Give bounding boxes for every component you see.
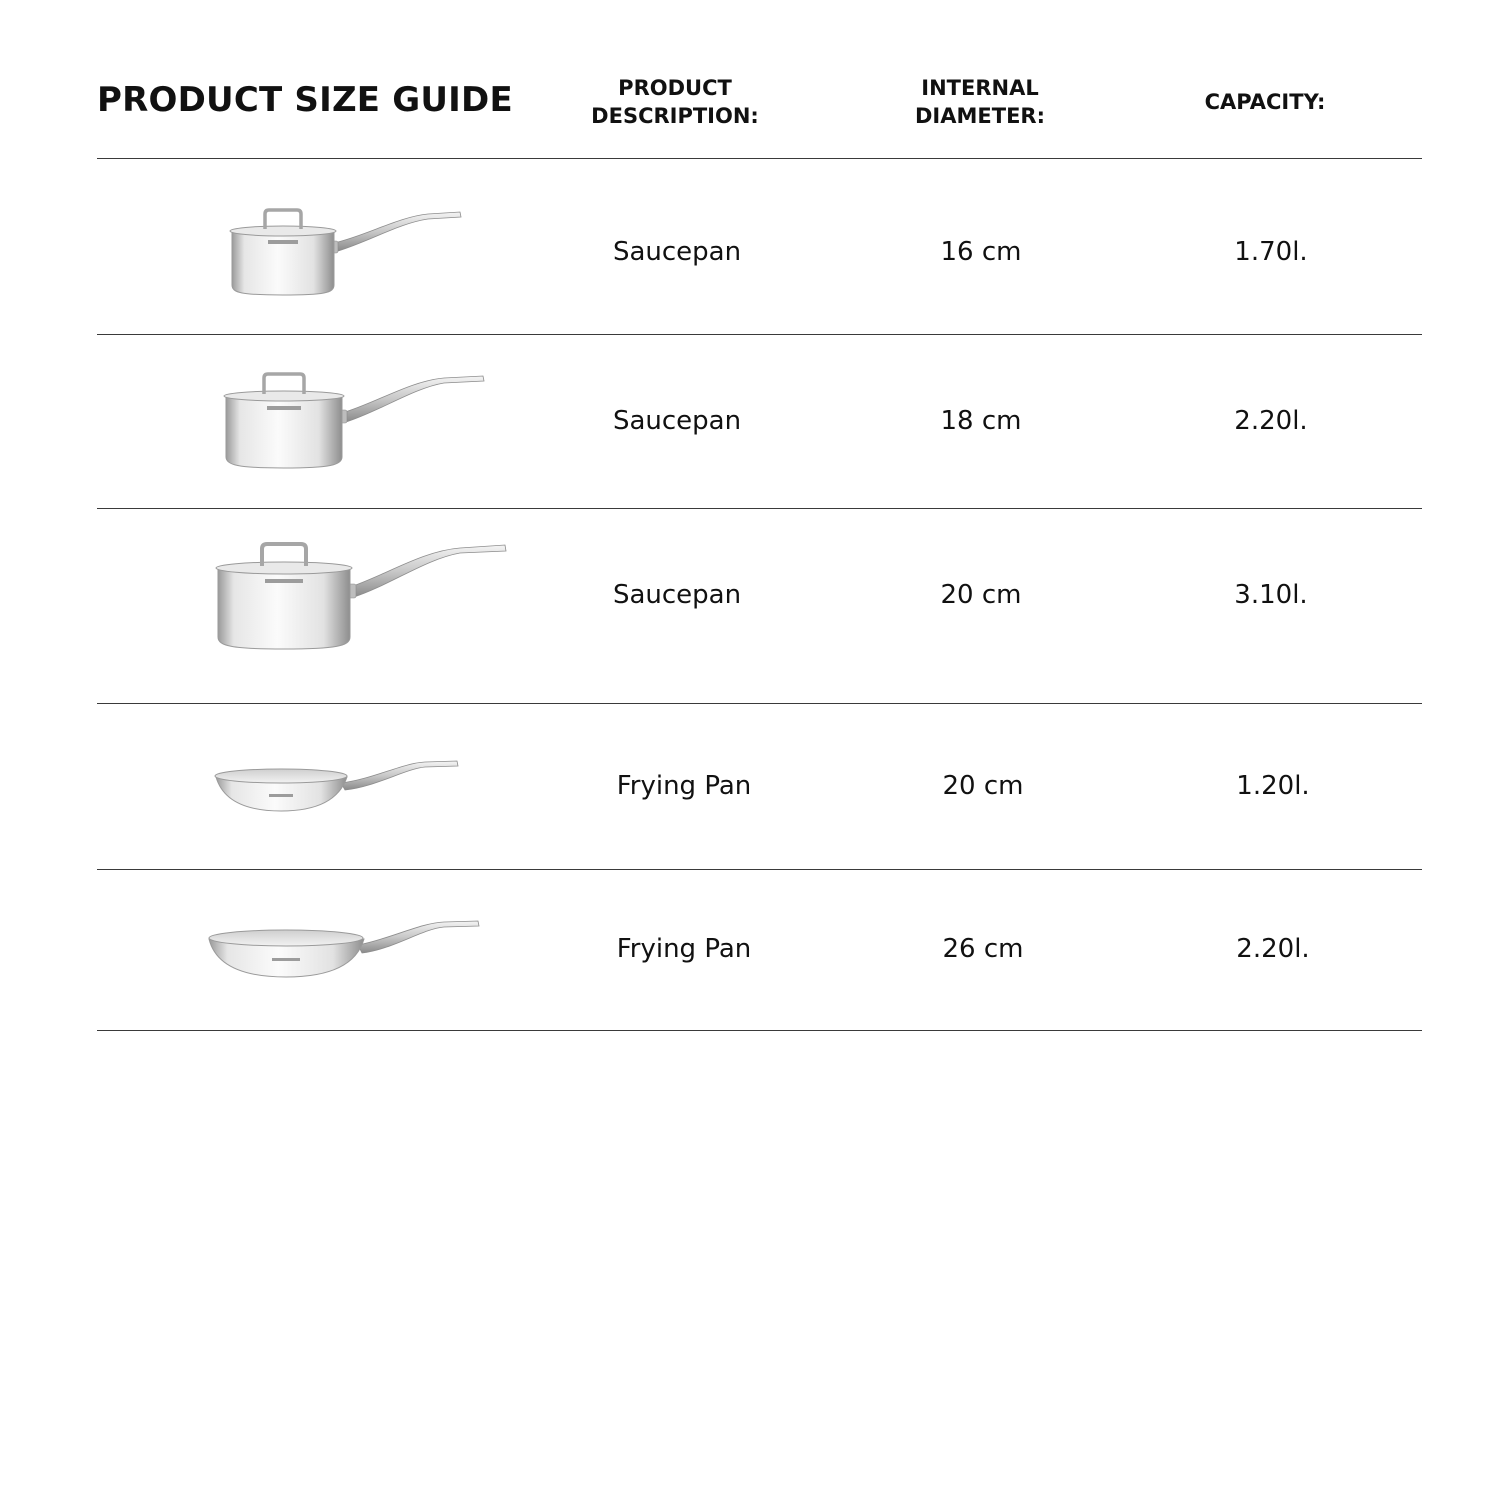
row-divider: [97, 869, 1422, 870]
capacity-value: 1.20l.: [1236, 771, 1310, 801]
saucepan-with-lid-icon: [214, 539, 509, 654]
saucepan-with-lid-icon: [222, 369, 487, 473]
internal-diameter: 26 cm: [942, 934, 1024, 964]
capacity-value: 3.10l.: [1234, 580, 1308, 610]
row-divider: [97, 508, 1422, 509]
capacity-value: 1.70l.: [1234, 237, 1308, 267]
product-description: Saucepan: [612, 580, 742, 610]
product-description: Saucepan: [612, 406, 742, 436]
column-header-diameter-line-1: INTERNAL: [921, 76, 1039, 100]
column-header-description-line-1: PRODUCT: [618, 76, 732, 100]
product-description: Frying Pan: [616, 934, 752, 964]
internal-diameter: 20 cm: [940, 580, 1022, 610]
product-description: Frying Pan: [616, 771, 752, 801]
column-header-diameter: [875, 74, 1085, 130]
row-divider: [97, 703, 1422, 704]
internal-diameter: 16 cm: [940, 237, 1022, 267]
column-header-description-line-2: DESCRIPTION:: [591, 104, 759, 128]
product-description: Saucepan: [612, 237, 742, 267]
capacity-value: 2.20l.: [1234, 406, 1308, 436]
column-header-description: [570, 74, 780, 130]
internal-diameter: 20 cm: [942, 771, 1024, 801]
saucepan-with-lid-icon: [228, 205, 468, 300]
column-header-diameter-line-2: DIAMETER:: [915, 104, 1045, 128]
header-divider: [97, 158, 1422, 159]
frying-pan-icon: [206, 917, 484, 983]
page-title: PRODUCT SIZE GUIDE: [97, 80, 513, 120]
frying-pan-icon: [213, 757, 463, 817]
row-divider: [97, 1030, 1422, 1031]
capacity-value: 2.20l.: [1236, 934, 1310, 964]
row-divider: [97, 334, 1422, 335]
internal-diameter: 18 cm: [940, 406, 1022, 436]
column-header-capacity: CAPACITY:: [1204, 90, 1326, 114]
